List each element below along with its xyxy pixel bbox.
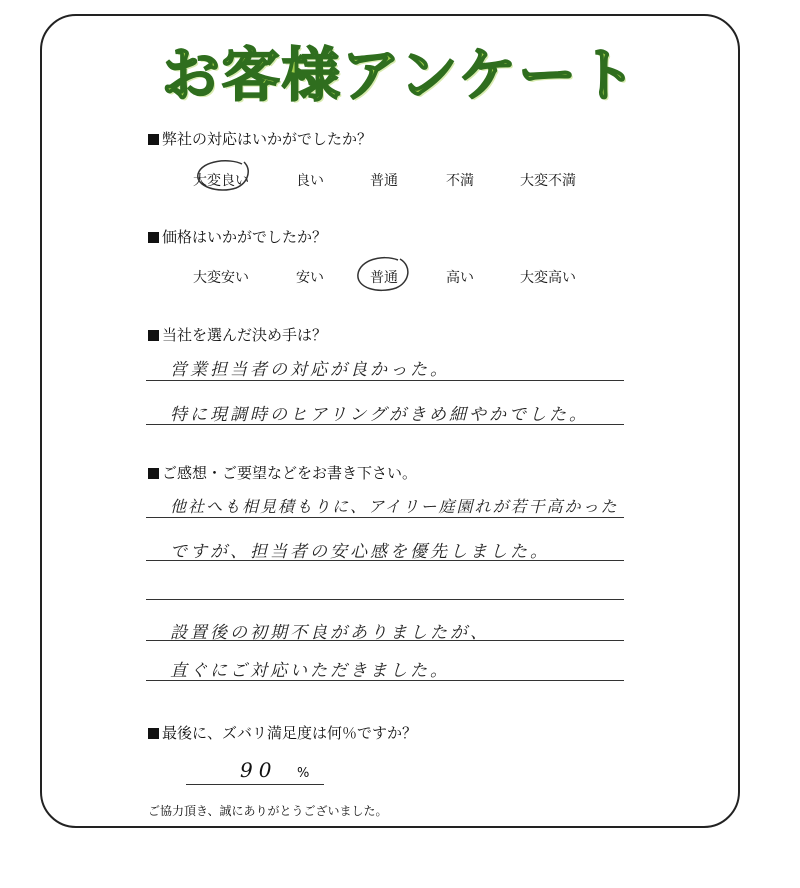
answer-line xyxy=(146,640,624,641)
q1-option-2[interactable]: 良い xyxy=(296,173,324,189)
question-3 xyxy=(148,324,327,345)
bullet-square-icon xyxy=(148,232,159,243)
answer-line xyxy=(146,560,624,561)
bullet-square-icon xyxy=(148,134,159,145)
satisfaction-line xyxy=(186,784,324,785)
answer-line xyxy=(146,599,624,600)
satisfaction-value: 90 xyxy=(240,758,278,782)
q1-options xyxy=(0,170,800,192)
question-1 xyxy=(148,128,372,149)
bullet-square-icon xyxy=(148,330,159,341)
answer-line xyxy=(146,517,624,518)
question-1-label: 弊社の対応はいかがでしたか？ xyxy=(162,130,373,148)
q2-option-4[interactable]: 高い xyxy=(446,270,474,286)
closing-message: ご協力頂き、誠にありがとうございました。 xyxy=(148,804,388,818)
q1-option-4[interactable]: 不満 xyxy=(446,173,474,189)
question-2-label: 価格はいかがでしたか？ xyxy=(162,228,328,246)
q2-options xyxy=(0,267,800,289)
q3-answer-1: 営業担当者の対応が良かった。 xyxy=(170,360,450,380)
question-5-label: 最後に、ズバリ満足度は何％ですか？ xyxy=(162,724,418,742)
q1-option-1[interactable]: 大変良い xyxy=(193,173,249,189)
bullet-square-icon xyxy=(148,468,159,479)
survey-title: お客様アンケート xyxy=(161,41,639,109)
q2-option-2[interactable]: 安い xyxy=(296,270,324,286)
q3-answer-2: 特に現調時のヒアリングがきめ細やかでした。 xyxy=(170,405,589,425)
question-4-label: ご感想・ご要望などをお書き下さい。 xyxy=(162,464,418,482)
q2-option-3[interactable]: 普通 xyxy=(370,270,398,286)
bullet-square-icon xyxy=(148,728,159,739)
answer-line xyxy=(146,380,624,381)
answer-line xyxy=(146,424,624,425)
satisfaction-unit: % xyxy=(297,766,310,781)
question-3-label: 当社を選んだ決め手は？ xyxy=(162,326,328,344)
q4-answer-5: 直ぐにご対応いただきました。 xyxy=(170,661,450,681)
q1-option-3[interactable]: 普通 xyxy=(370,173,398,189)
q4-answer-4: 設置後の初期不良がありましたが、 xyxy=(170,623,490,643)
q1-option-5[interactable]: 大変不満 xyxy=(520,173,576,189)
question-4 xyxy=(148,462,417,483)
answer-line xyxy=(146,680,624,681)
q2-option-5[interactable]: 大変高い xyxy=(520,270,576,286)
q4-answer-2: ですが、担当者の安心感を優先しました。 xyxy=(170,542,550,562)
q2-option-1[interactable]: 大変安い xyxy=(193,270,249,286)
question-2 xyxy=(148,226,327,247)
q4-answer-1: 他社へも相見積もりに、アイリー庭園れが若干高かった xyxy=(170,497,619,516)
question-5 xyxy=(148,722,417,743)
